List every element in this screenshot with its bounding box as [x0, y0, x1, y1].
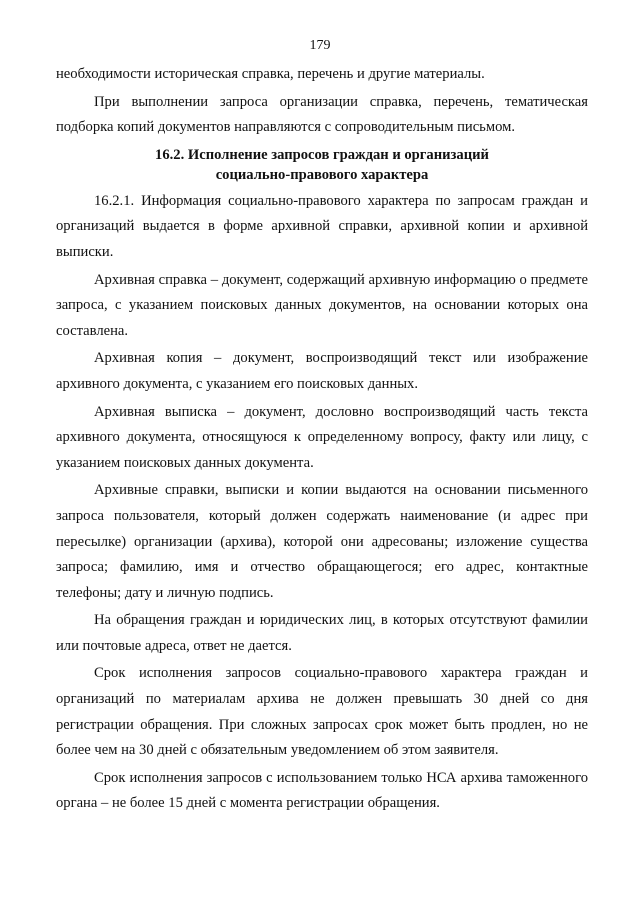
paragraph-16-2-1: 16.2.1. Информация социально-правового характера по запросам граждан и организаций выдается в форме архивной справки, архивной копии и архивной выписки.	[56, 192, 588, 260]
paragraph-deadline-15-days: Срок исполнения запросов с использованием только НСА архива таможенного органа – не более 15 дней с момента регистрации обращения.	[56, 769, 588, 812]
paragraph-archive-extract: Архивная выписка – документ, дословно воспроизводящий часть текста архивного документа, относящуюся к определенному вопросу, факту или лицу, с указанием поисковых данных документа.	[56, 403, 588, 471]
section-heading-line-2: социально-правового характера	[215, 166, 429, 183]
paragraph-deadline-30-days: Срок исполнения запросов социально-правового характера граждан и организаций по материалам архива не должен превышать 30 дней со дня регистрации обращения. При сложных запросах срок может быть продлен, но не более чем на 30 дней с обязательным уведомлением об этом заявителя.	[56, 665, 588, 759]
section-heading	[56, 145, 588, 185]
paragraph-no-answer: На обращения граждан и юридических лиц, в которых отсутствуют фамилии или почтовые адреса, ответ не дается.	[56, 612, 588, 654]
section-heading-line-1: 16.2. Исполнение запросов граждан и организаций	[155, 146, 489, 163]
paragraph-request-content: Архивные справки, выписки и копии выдаются на основании письменного запроса пользователя, который должен содержать наименование (и адрес при пересылке) организации (архива), которой они адресованы; изложение существа запроса; фамилию, имя и отчество обращающегося; его адрес, контактные телефоны; дату и личную подпись.	[56, 482, 588, 601]
paragraph-organization-request: При выполнении запроса организации справка, перечень, тематическая подборка копий документов направляются с сопроводительным письмом.	[56, 93, 588, 136]
paragraph-continuation: необходимости историческая справка, перечень и другие материалы.	[56, 66, 485, 82]
paragraph-archive-certificate: Архивная справка – документ, содержащий архивную информацию о предмете запроса, с указанием поисковых данных документов, на основании которых она составлена.	[56, 271, 588, 339]
document-text	[56, 62, 588, 817]
page-number: 179	[309, 38, 331, 53]
paragraph-archive-copy: Архивная копия – документ, воспроизводящий текст или изображение архивного документа, с указанием его поисковых данных.	[56, 350, 588, 392]
